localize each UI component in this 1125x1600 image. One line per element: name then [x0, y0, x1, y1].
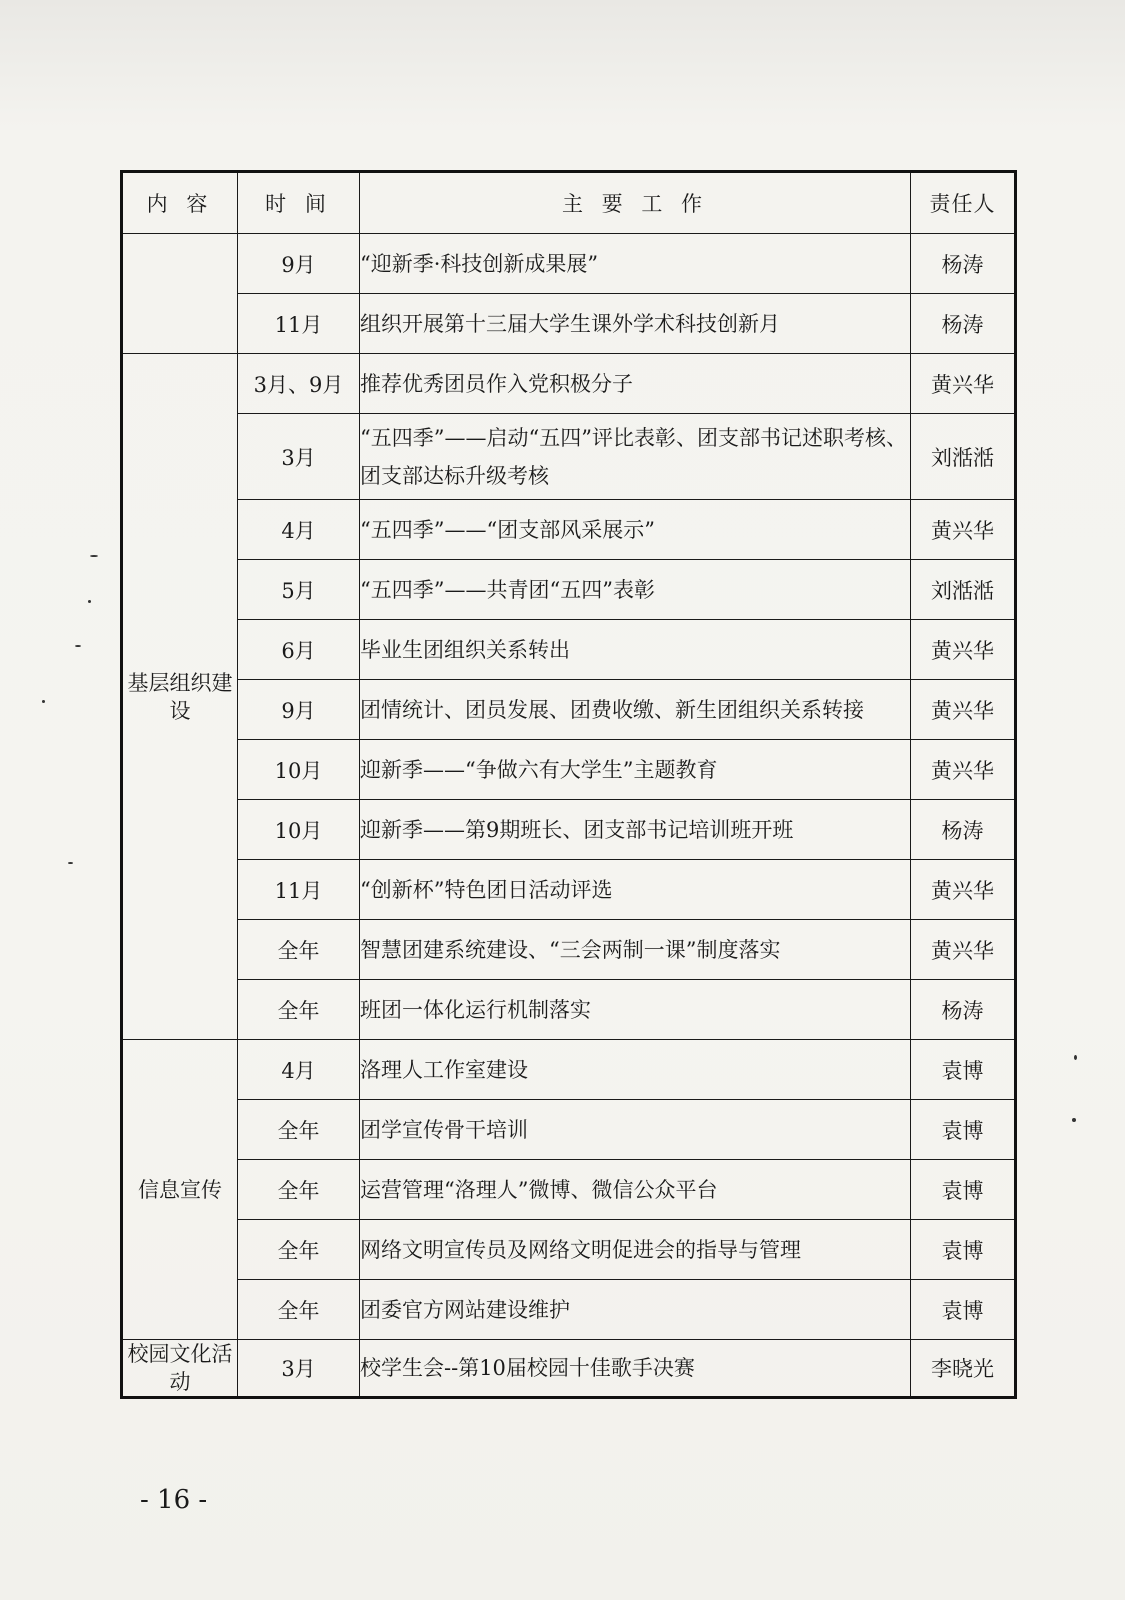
time-cell: 全年 [238, 1220, 360, 1280]
scan-speck [75, 645, 81, 647]
person-cell: 袁博 [911, 1040, 1016, 1100]
time-cell: 11月 [238, 294, 360, 354]
work-cell: 智慧团建系统建设、“三会两制一课”制度落实 [360, 920, 911, 980]
person-cell: 黄兴华 [911, 860, 1016, 920]
time-cell: 4月 [238, 500, 360, 560]
category-cell: 基层组织建设 [122, 354, 238, 1040]
work-cell: 组织开展第十三届大学生课外学术科技创新月 [360, 294, 911, 354]
work-cell: 团学宣传骨干培训 [360, 1100, 911, 1160]
scan-speck [88, 600, 91, 603]
time-cell: 全年 [238, 920, 360, 980]
person-cell: 黄兴华 [911, 920, 1016, 980]
table-row [122, 740, 1016, 800]
header-person: 责任人 [911, 172, 1016, 234]
work-cell: 迎新季——“争做六有大学生”主题教育 [360, 740, 911, 800]
table-row [122, 800, 1016, 860]
table-row [122, 860, 1016, 920]
time-cell: 全年 [238, 1280, 360, 1340]
person-cell: 袁博 [911, 1100, 1016, 1160]
table-row [122, 294, 1016, 354]
page-number: - 16 - [140, 1485, 208, 1515]
work-cell: “创新杯”特色团日活动评选 [360, 860, 911, 920]
person-cell: 杨涛 [911, 294, 1016, 354]
table-row [122, 1040, 1016, 1100]
work-cell: 网络文明宣传员及网络文明促进会的指导与管理 [360, 1220, 911, 1280]
scan-speck [42, 700, 45, 703]
person-cell: 黄兴华 [911, 680, 1016, 740]
person-cell: 黄兴华 [911, 500, 1016, 560]
scan-speck [90, 555, 98, 557]
scan-speck [68, 862, 73, 864]
scan-speck [1072, 1118, 1076, 1122]
work-cell: 推荐优秀团员作入党积极分子 [360, 354, 911, 414]
header-category: 内 容 [122, 172, 238, 234]
scan-speck [1074, 1055, 1077, 1060]
time-cell: 9月 [238, 234, 360, 294]
time-cell: 3月、9月 [238, 354, 360, 414]
time-cell: 3月 [238, 1340, 360, 1398]
time-cell: 5月 [238, 560, 360, 620]
work-cell: “迎新季·科技创新成果展” [360, 234, 911, 294]
work-cell: 毕业生团组织关系转出 [360, 620, 911, 680]
person-cell: 黄兴华 [911, 354, 1016, 414]
time-cell: 10月 [238, 800, 360, 860]
work-cell: 校学生会--第10届校园十佳歌手决赛 [360, 1340, 911, 1398]
table-row [122, 620, 1016, 680]
work-cell: 团情统计、团员发展、团费收缴、新生团组织关系转接 [360, 680, 911, 740]
work-cell: 迎新季——第9期班长、团支部书记培训班开班 [360, 800, 911, 860]
category-cell: 校园文化活动 [122, 1340, 238, 1398]
work-cell: 运营管理“洛理人”微博、微信公众平台 [360, 1160, 911, 1220]
time-cell: 3月 [238, 414, 360, 500]
person-cell: 刘湉湉 [911, 414, 1016, 500]
table-header-row [122, 172, 1016, 234]
person-cell: 黄兴华 [911, 620, 1016, 680]
time-cell: 9月 [238, 680, 360, 740]
table-row [122, 354, 1016, 414]
work-cell: “五四季”——启动“五四”评比表彰、团支部书记述职考核、团支部达标升级考核 [360, 414, 911, 500]
table-row [122, 1340, 1016, 1398]
person-cell: 黄兴华 [911, 740, 1016, 800]
category-cell: 信息宣传 [122, 1040, 238, 1340]
header-time: 时 间 [238, 172, 360, 234]
person-cell: 李晓光 [911, 1340, 1016, 1398]
work-cell: 团委官方网站建设维护 [360, 1280, 911, 1340]
work-cell: “五四季”——共青团“五四”表彰 [360, 560, 911, 620]
header-work: 主 要 工 作 [360, 172, 911, 234]
person-cell: 袁博 [911, 1220, 1016, 1280]
table-row [122, 1280, 1016, 1340]
table-row [122, 1100, 1016, 1160]
table-row [122, 234, 1016, 294]
person-cell: 袁博 [911, 1280, 1016, 1340]
person-cell: 杨涛 [911, 234, 1016, 294]
table-row [122, 414, 1016, 500]
table-row [122, 920, 1016, 980]
time-cell: 全年 [238, 1100, 360, 1160]
time-cell: 10月 [238, 740, 360, 800]
work-plan-table [120, 170, 1017, 1399]
category-cell [122, 234, 238, 354]
time-cell: 6月 [238, 620, 360, 680]
work-cell: 班团一体化运行机制落实 [360, 980, 911, 1040]
person-cell: 杨涛 [911, 800, 1016, 860]
work-cell: 洛理人工作室建设 [360, 1040, 911, 1100]
time-cell: 11月 [238, 860, 360, 920]
person-cell: 刘湉湉 [911, 560, 1016, 620]
person-cell: 袁博 [911, 1160, 1016, 1220]
time-cell: 全年 [238, 1160, 360, 1220]
table-row [122, 680, 1016, 740]
work-cell: “五四季”——“团支部风采展示” [360, 500, 911, 560]
time-cell: 全年 [238, 980, 360, 1040]
table-row [122, 980, 1016, 1040]
table-row [122, 1160, 1016, 1220]
table-row [122, 560, 1016, 620]
table-row [122, 500, 1016, 560]
table-row [122, 1220, 1016, 1280]
time-cell: 4月 [238, 1040, 360, 1100]
person-cell: 杨涛 [911, 980, 1016, 1040]
